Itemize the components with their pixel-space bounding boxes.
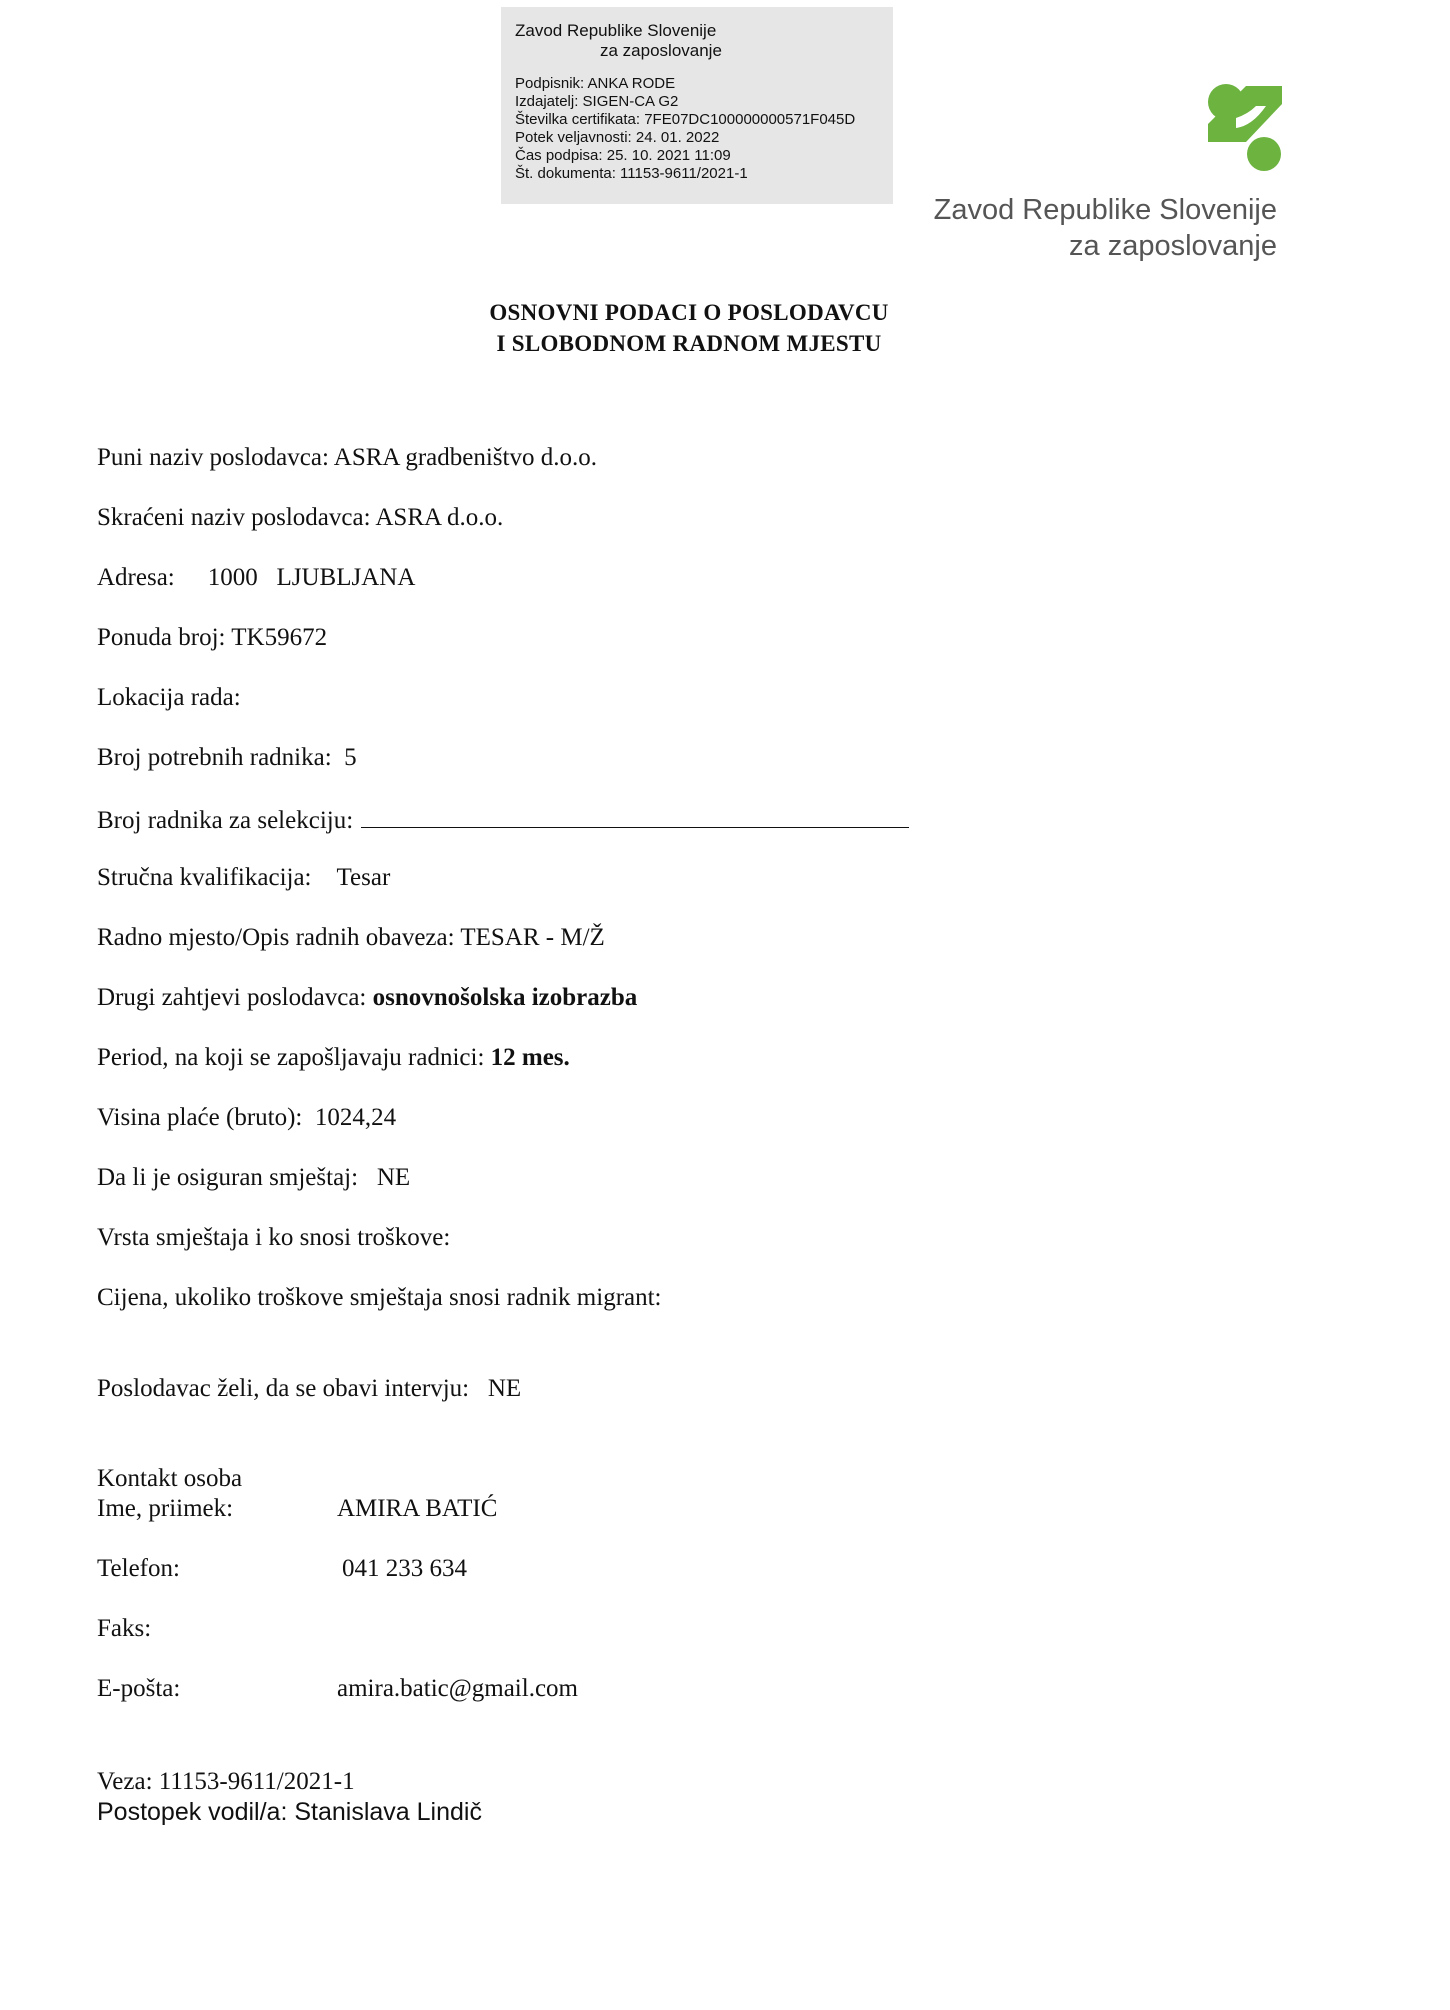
signature-validity: Potek veljavnosti: 24. 01. 2022 bbox=[515, 129, 720, 146]
contact-email bbox=[97, 1674, 578, 1704]
accommodation-provided-value: NE bbox=[376, 1164, 411, 1191]
address-value: 1000 LJUBLJANA bbox=[207, 564, 416, 591]
field-qualification bbox=[97, 863, 390, 893]
contact-fax-label: Faks: bbox=[97, 1615, 152, 1642]
signature-issuer: Izdajatelj: SIGEN-CA G2 bbox=[515, 93, 679, 110]
signature-org-line1: Zavod Republike Slovenije bbox=[515, 21, 717, 40]
contact-phone-value: 041 233 634 bbox=[342, 1555, 467, 1582]
footer-reference: Veza: 11153-9611/2021-1 bbox=[97, 1768, 355, 1795]
qualification-value: Tesar bbox=[336, 864, 391, 891]
field-accommodation-price: Cijena, ukoliko troškove smještaja snosi radnik migrant: bbox=[97, 1284, 662, 1311]
signature-document-number: Št. dokumenta: 11153-9611/2021-1 bbox=[515, 165, 748, 182]
document-title-line1: OSNOVNI PODACI O POSLODAVCU bbox=[489, 300, 889, 325]
address-label: Adresa: bbox=[97, 564, 175, 591]
field-interview bbox=[97, 1374, 521, 1404]
field-required-workers bbox=[97, 743, 357, 773]
selection-workers-blank-line bbox=[361, 803, 909, 828]
interview-value: NE bbox=[487, 1375, 522, 1402]
qualification-label: Stručna kvalifikacija: bbox=[97, 864, 312, 891]
contact-name-value: AMIRA BATIĆ bbox=[337, 1495, 498, 1522]
field-other-requirements bbox=[97, 983, 637, 1013]
contact-heading: Kontakt osoba bbox=[97, 1465, 243, 1492]
signature-signer: Podpisnik: ANKA RODE bbox=[515, 75, 676, 92]
gross-salary-value: 1024,24 bbox=[314, 1104, 397, 1131]
signature-time: Čas podpisa: 25. 10. 2021 11:09 bbox=[515, 147, 731, 164]
contact-phone bbox=[97, 1554, 467, 1584]
field-employment-period bbox=[97, 1043, 570, 1073]
document-title-line2: I SLOBODNOM RADNOM MJESTU bbox=[496, 331, 882, 356]
signature-org-line2: za zaposlovanje bbox=[600, 41, 722, 60]
field-job-description: Radno mjesto/Opis radnih obaveza: TESAR - M/Ž bbox=[97, 924, 605, 951]
electronic-signature-box bbox=[501, 7, 893, 204]
document-title bbox=[0, 297, 1378, 359]
required-workers-value: 5 bbox=[344, 744, 357, 771]
field-address bbox=[97, 563, 415, 593]
logo-line1: Zavod Republike Slovenije bbox=[933, 194, 1277, 226]
contact-email-value: amira.batic@gmail.com bbox=[337, 1675, 578, 1702]
field-offer-number: Ponuda broj: TK59672 bbox=[97, 624, 328, 651]
other-requirements-value: osnovnošolska izobrazba bbox=[372, 984, 638, 1011]
field-work-location: Lokacija rada: bbox=[97, 684, 241, 711]
field-full-employer-name: Puni naziv poslodavca: ASRA gradbeništvo d.o.o. bbox=[97, 444, 597, 471]
employment-period-label: Period, na koji se zapošljavaju radnici: bbox=[97, 1044, 485, 1071]
field-accommodation-type: Vrsta smještaja i ko snosi troškove: bbox=[97, 1224, 451, 1251]
contact-email-label: E-pošta: bbox=[97, 1675, 181, 1702]
contact-name-label: Ime, priimek: bbox=[97, 1495, 234, 1522]
field-selection-workers bbox=[97, 803, 909, 836]
field-accommodation-provided bbox=[97, 1163, 410, 1193]
signature-details bbox=[515, 75, 893, 183]
accommodation-provided-label: Da li je osiguran smještaj: bbox=[97, 1164, 359, 1191]
field-short-employer-name: Skraćeni naziv poslodavca: ASRA d.o.o. bbox=[97, 504, 504, 531]
other-requirements-label: Drugi zahtjevi poslodavca: bbox=[97, 984, 367, 1011]
logo-line2: za zaposlovanje bbox=[1069, 230, 1277, 262]
contact-phone-label: Telefon: bbox=[97, 1555, 180, 1582]
required-workers-label: Broj potrebnih radnika: bbox=[97, 744, 332, 771]
signature-certificate-number: Številka certifikata: 7FE07DC100000000571F045D bbox=[515, 111, 856, 128]
footer-handled-by: Postopek vodil/a: Stanislava Lindič bbox=[97, 1798, 482, 1826]
gross-salary-label: Visina plaće (bruto): bbox=[97, 1104, 303, 1131]
contact-name bbox=[97, 1494, 497, 1524]
contact-fax bbox=[97, 1614, 337, 1644]
interview-label: Poslodavac želi, da se obavi intervju: bbox=[97, 1375, 470, 1402]
zrss-logo-icon bbox=[1206, 84, 1282, 172]
field-gross-salary bbox=[97, 1103, 396, 1133]
selection-workers-label: Broj radnika za selekciju: bbox=[97, 807, 354, 834]
employment-period-value: 12 mes. bbox=[490, 1044, 570, 1071]
logo-wordmark bbox=[877, 192, 1277, 264]
